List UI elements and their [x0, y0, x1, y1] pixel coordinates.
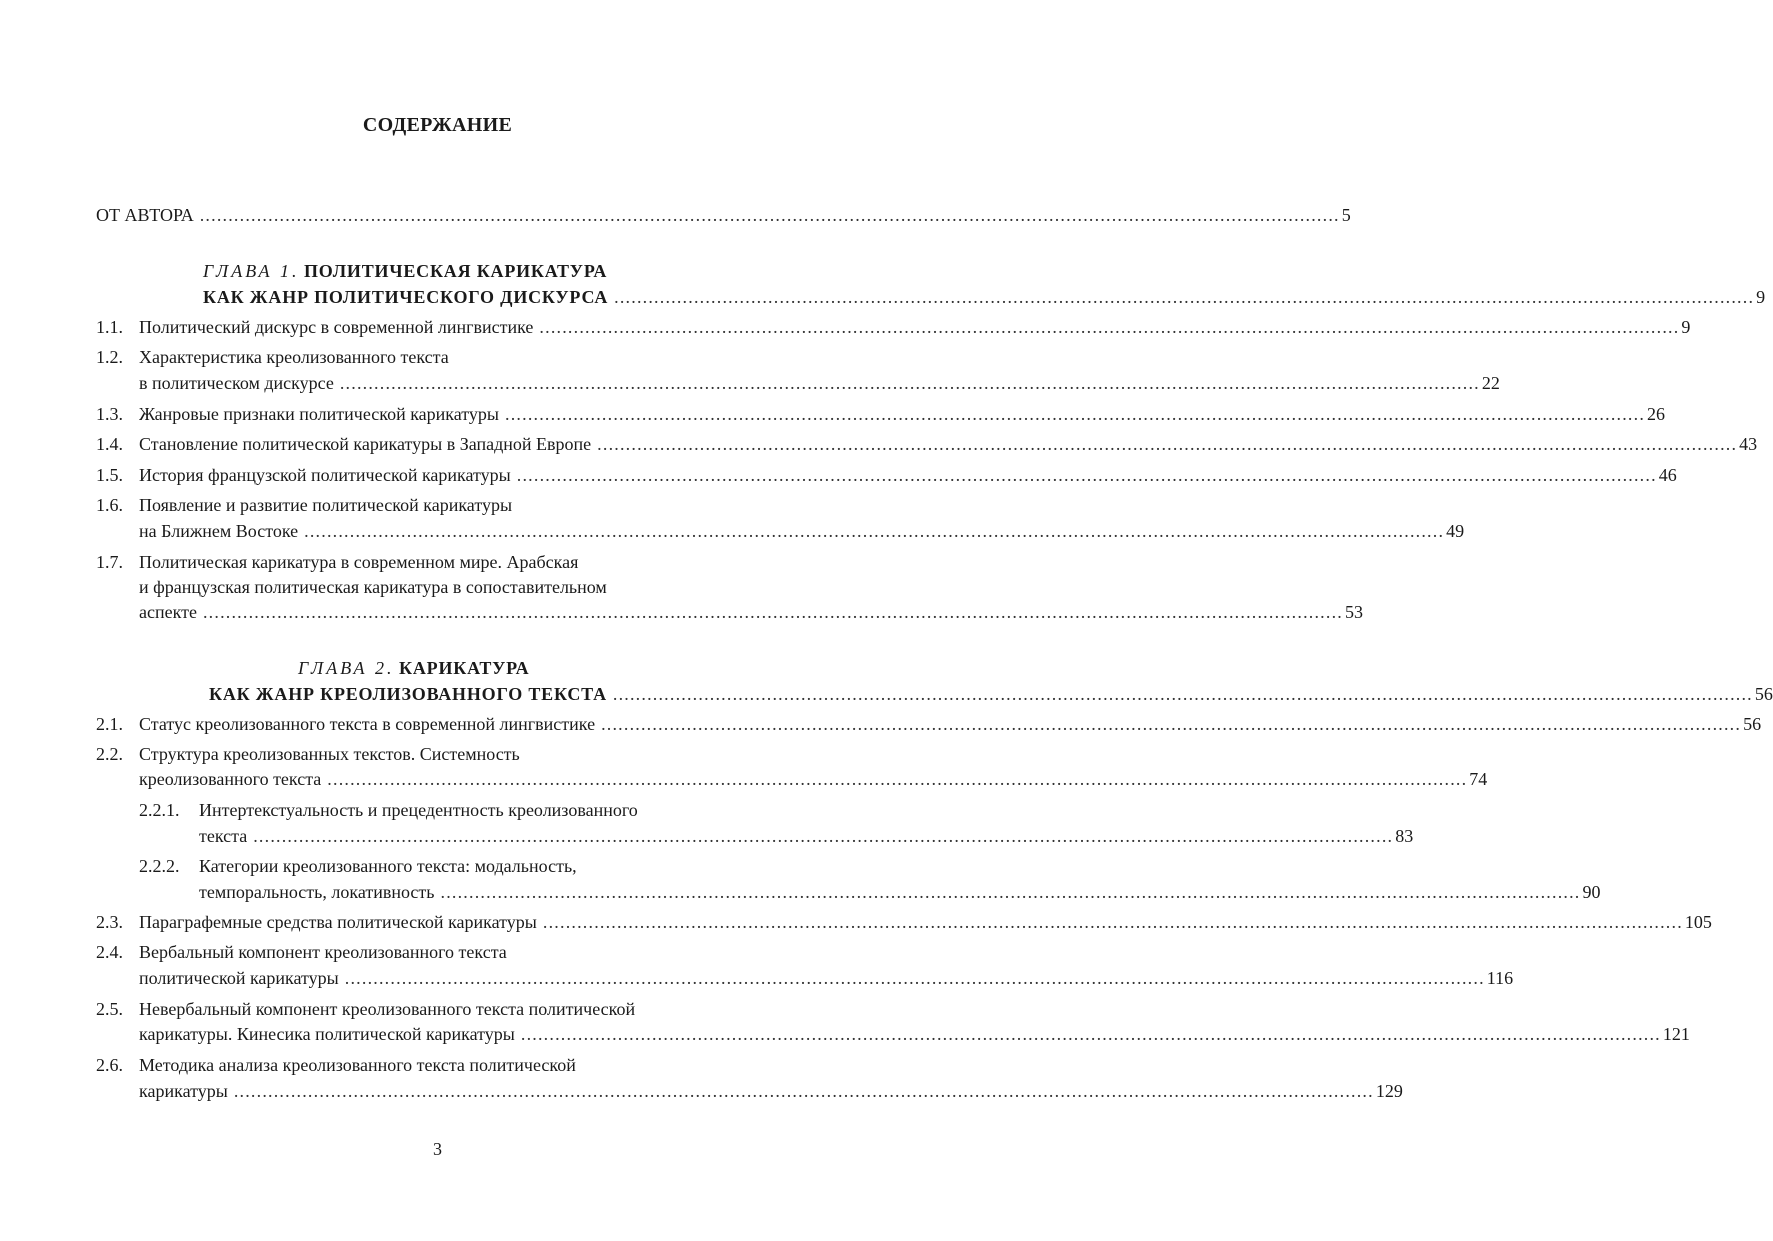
- toc-entry-title: Политический дискурс в современной лингвистике: [139, 317, 534, 337]
- dot-leader: ........................................................................................................................................................................................................: [542, 912, 1683, 932]
- toc-page-number: 105: [1684, 912, 1712, 932]
- dot-leader: ........................................................................................................................................................................................................: [539, 317, 1680, 337]
- toc-entry[interactable]: [139, 1080, 1403, 1102]
- toc-page-number: 26: [1647, 404, 1666, 424]
- dot-leader: ........................................................................................................................................................................................................: [520, 1024, 1661, 1044]
- toc-entry-author-note[interactable]: [96, 204, 1351, 226]
- chapter-title-line1: КАРИКАТУРА: [399, 658, 530, 678]
- toc-entry-title: аспекте: [139, 602, 197, 622]
- toc-entry[interactable]: [139, 520, 1465, 542]
- dot-leader: ........................................................................................................................................................................................................: [304, 521, 1445, 541]
- dot-leader: ........................................................................................................................................................................................................: [344, 968, 1485, 988]
- chapter-label: ГЛАВА 2.: [298, 658, 395, 678]
- toc-entry-title: Жанровые признаки политической карикатуры: [139, 404, 500, 424]
- toc-entry[interactable]: [139, 316, 1691, 338]
- toc-entry[interactable]: [139, 768, 1488, 790]
- toc-entry-title: в политическом дискурсе: [139, 373, 334, 393]
- dot-leader: ........................................................................................................................................................................................................: [505, 404, 1646, 424]
- dot-leader: ........................................................................................................................................................................................................: [199, 205, 1340, 225]
- toc-page-number: 121: [1662, 1024, 1690, 1044]
- dot-leader: ........................................................................................................................................................................................................: [233, 1081, 1374, 1101]
- section-number: 1.6.: [96, 495, 123, 515]
- toc-page-number: 49: [1446, 521, 1465, 541]
- toc-entry-title: Становление политической карикатуры в Западной Европе: [139, 434, 592, 454]
- chapter-title-line1: ПОЛИТИЧЕСКАЯ КАРИКАТУРА: [304, 261, 608, 281]
- dot-leader: ........................................................................................................................................................................................................: [614, 287, 1755, 307]
- toc-entry-title: на Ближнем Востоке: [139, 521, 299, 541]
- section-number: 1.4.: [96, 434, 123, 454]
- section-number: 2.3.: [96, 912, 123, 932]
- toc-page-number: 22: [1481, 373, 1500, 393]
- dot-leader: ........................................................................................................................................................................................................: [597, 434, 1738, 454]
- toc-page-number: 9: [1756, 287, 1766, 307]
- toc-entry-label: ОТ АВТОРА: [96, 205, 194, 225]
- toc-entry-title[interactable]: Вербальный компонент креолизованного текста: [139, 942, 507, 962]
- toc-entry-title[interactable]: Интертекстуальность и прецедентность креолизованного: [199, 800, 638, 820]
- toc-page-number: 53: [1344, 602, 1363, 622]
- dot-leader: ........................................................................................................................................................................................................: [253, 826, 1394, 846]
- toc-page-number: 46: [1658, 465, 1677, 485]
- toc-entry[interactable]: [139, 1023, 1690, 1045]
- toc-entry-title: карикатуры. Кинесика политической карикатуры: [139, 1024, 515, 1044]
- dot-leader: ........................................................................................................................................................................................................: [612, 684, 1753, 704]
- toc-entry-title[interactable]: Появление и развитие политической карикатуры: [139, 495, 513, 515]
- toc-entry[interactable]: [139, 601, 1363, 623]
- toc-page-number: 116: [1486, 968, 1514, 988]
- chapter-title-line2: КАК ЖАНР ПОЛИТИЧЕСКОГО ДИСКУРСА: [203, 287, 609, 307]
- dot-leader: ........................................................................................................................................................................................................: [327, 769, 1468, 789]
- section-number: 2.2.2.: [139, 856, 180, 876]
- section-number: 1.5.: [96, 465, 123, 485]
- toc-page-number: 90: [1582, 882, 1601, 902]
- toc-page-number: 83: [1395, 826, 1414, 846]
- toc-entry[interactable]: [199, 825, 1414, 847]
- toc-entry[interactable]: [139, 911, 1712, 933]
- chapter-heading-line2[interactable]: [203, 286, 1766, 308]
- toc-entry[interactable]: [199, 881, 1601, 903]
- toc-entry-title[interactable]: Невербальный компонент креолизованного текста политической: [139, 999, 636, 1019]
- toc-entry-title: текста: [199, 826, 248, 846]
- toc-entry[interactable]: [139, 464, 1677, 486]
- section-number: 1.2.: [96, 347, 123, 367]
- page-number: 3: [433, 1139, 442, 1159]
- toc-page-number: 74: [1469, 769, 1488, 789]
- toc-entry-title: Статус креолизованного текста в современной лингвистике: [139, 714, 596, 734]
- chapter-heading-line2[interactable]: [209, 683, 1773, 705]
- toc-entry-title: История французской политической карикатуры: [139, 465, 511, 485]
- toc-page-number: 5: [1341, 205, 1351, 225]
- section-number: 2.1.: [96, 714, 123, 734]
- section-number: 2.2.1.: [139, 800, 180, 820]
- chapter-label: ГЛАВА 1.: [203, 261, 300, 281]
- toc-page-number: 43: [1739, 434, 1758, 454]
- toc-entry-title: карикатуры: [139, 1081, 228, 1101]
- section-number: 2.6.: [96, 1055, 123, 1075]
- chapter-heading[interactable]: [298, 657, 529, 679]
- toc-page-number: 129: [1375, 1081, 1403, 1101]
- section-number: 1.1.: [96, 317, 123, 337]
- section-number: 2.4.: [96, 942, 123, 962]
- toc-page-number: 56: [1743, 714, 1762, 734]
- section-number: 2.5.: [96, 999, 123, 1019]
- toc-entry-title: темпоральность, локативность: [199, 882, 435, 902]
- page-title: СОДЕРЖАНИЕ: [362, 114, 513, 136]
- dot-leader: ........................................................................................................................................................................................................: [516, 465, 1657, 485]
- toc-entry[interactable]: [139, 967, 1514, 989]
- section-number: 2.2.: [96, 744, 123, 764]
- toc-entry-title[interactable]: Методика анализа креолизованного текста политической: [139, 1055, 576, 1075]
- toc-entry-title[interactable]: и французская политическая карикатура в сопоставительном: [139, 577, 607, 597]
- dot-leader: ........................................................................................................................................................................................................: [202, 602, 1343, 622]
- toc-entry[interactable]: [139, 713, 1762, 735]
- toc-page-number: 56: [1754, 684, 1773, 704]
- toc-entry-title[interactable]: Характеристика креолизованного текста: [139, 347, 449, 367]
- chapter-heading[interactable]: [203, 260, 607, 282]
- toc-entry-title: креолизованного текста: [139, 769, 322, 789]
- section-number: 1.3.: [96, 404, 123, 424]
- toc-entry-title[interactable]: Категории креолизованного текста: модальность,: [199, 856, 577, 876]
- section-number: 1.7.: [96, 552, 123, 572]
- dot-leader: ........................................................................................................................................................................................................: [440, 882, 1581, 902]
- dot-leader: ........................................................................................................................................................................................................: [339, 373, 1480, 393]
- dot-leader: ........................................................................................................................................................................................................: [601, 714, 1742, 734]
- toc-entry-title: Параграфемные средства политической карикатуры: [139, 912, 537, 932]
- toc-entry-title[interactable]: Политическая карикатура в современном мире. Арабская: [139, 552, 579, 572]
- toc-page-number: 9: [1681, 317, 1691, 337]
- toc-entry[interactable]: [139, 403, 1666, 425]
- toc-entry[interactable]: [139, 433, 1758, 455]
- toc-entry-title[interactable]: Структура креолизованных текстов. Системность: [139, 744, 520, 764]
- chapter-title-line2: КАК ЖАНР КРЕОЛИЗОВАННОГО ТЕКСТА: [209, 684, 607, 704]
- toc-entry[interactable]: [139, 372, 1500, 394]
- toc-entry-title: политической карикатуры: [139, 968, 339, 988]
